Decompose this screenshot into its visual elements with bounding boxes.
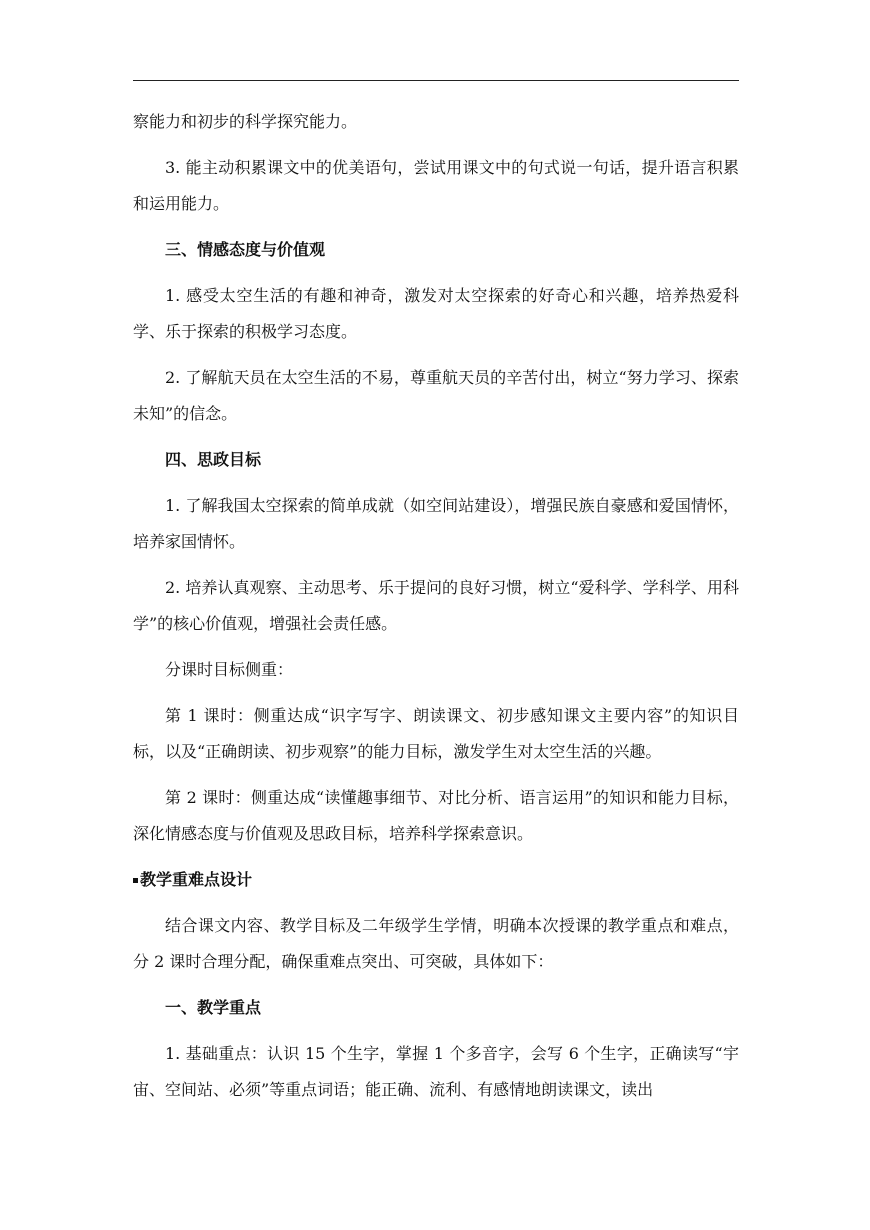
paragraph: 第 1 课时：侧重达成“识字写字、朗读课文、初步感知课文主要内容”的知识目标，以及“正确朗读、初步观察”的能力目标，激发学生对太空生活的兴趣。 [133, 706, 739, 761]
subheading: 三、情感态度与价值观 [165, 240, 326, 259]
paragraph: 1. 感受太空生活的有趣和神奇，激发对太空探索的好奇心和兴趣，培养热爱科学、乐于探索的积极学习态度。 [133, 286, 739, 341]
paragraph: 2. 了解航天员在太空生活的不易，尊重航天员的辛苦付出，树立“努力学习、探索未知”的信念。 [133, 368, 739, 423]
subheading: 四、思政目标 [165, 450, 262, 469]
square-bullet-icon [133, 878, 138, 883]
header-rule [133, 80, 739, 81]
paragraph: 1. 了解我国太空探索的简单成就（如空间站建设），增强民族自豪感和爱国情怀，培养家国情怀。 [133, 496, 739, 551]
document-body [133, 104, 739, 1118]
paragraph: 第 2 课时：侧重达成“读懂趣事细节、对比分析、语言运用”的知识和能力目标，深化情感态度与价值观及思政目标，培养科学探索意识。 [133, 788, 739, 843]
paragraph: 察能力和初步的科学探究能力。 [133, 112, 358, 131]
paragraph: 3. 能主动积累课文中的优美语句，尝试用课文中的句式说一句话，提升语言积累和运用能力。 [133, 158, 739, 213]
section-title-text: 教学重难点设计 [140, 870, 253, 889]
section-title [133, 862, 739, 898]
paragraph: 1. 基础重点：认识 15 个生字，掌握 1 个多音字，会写 6 个生字，正确读写“宇宙、空间站、必须”等重点词语；能正确、流利、有感情地朗读课文，读出 [133, 1044, 739, 1099]
paragraph: 分课时目标侧重： [165, 660, 294, 679]
paragraph: 结合课文内容、教学目标及二年级学生学情，明确本次授课的教学重点和难点，分 2 课时合理分配，确保重难点突出、可突破，具体如下： [133, 916, 739, 971]
paragraph: 2. 培养认真观察、主动思考、乐于提问的良好习惯，树立“爱科学、学科学、用科学”的核心价值观，增强社会责任感。 [133, 578, 739, 633]
subheading: 一、教学重点 [165, 998, 262, 1017]
